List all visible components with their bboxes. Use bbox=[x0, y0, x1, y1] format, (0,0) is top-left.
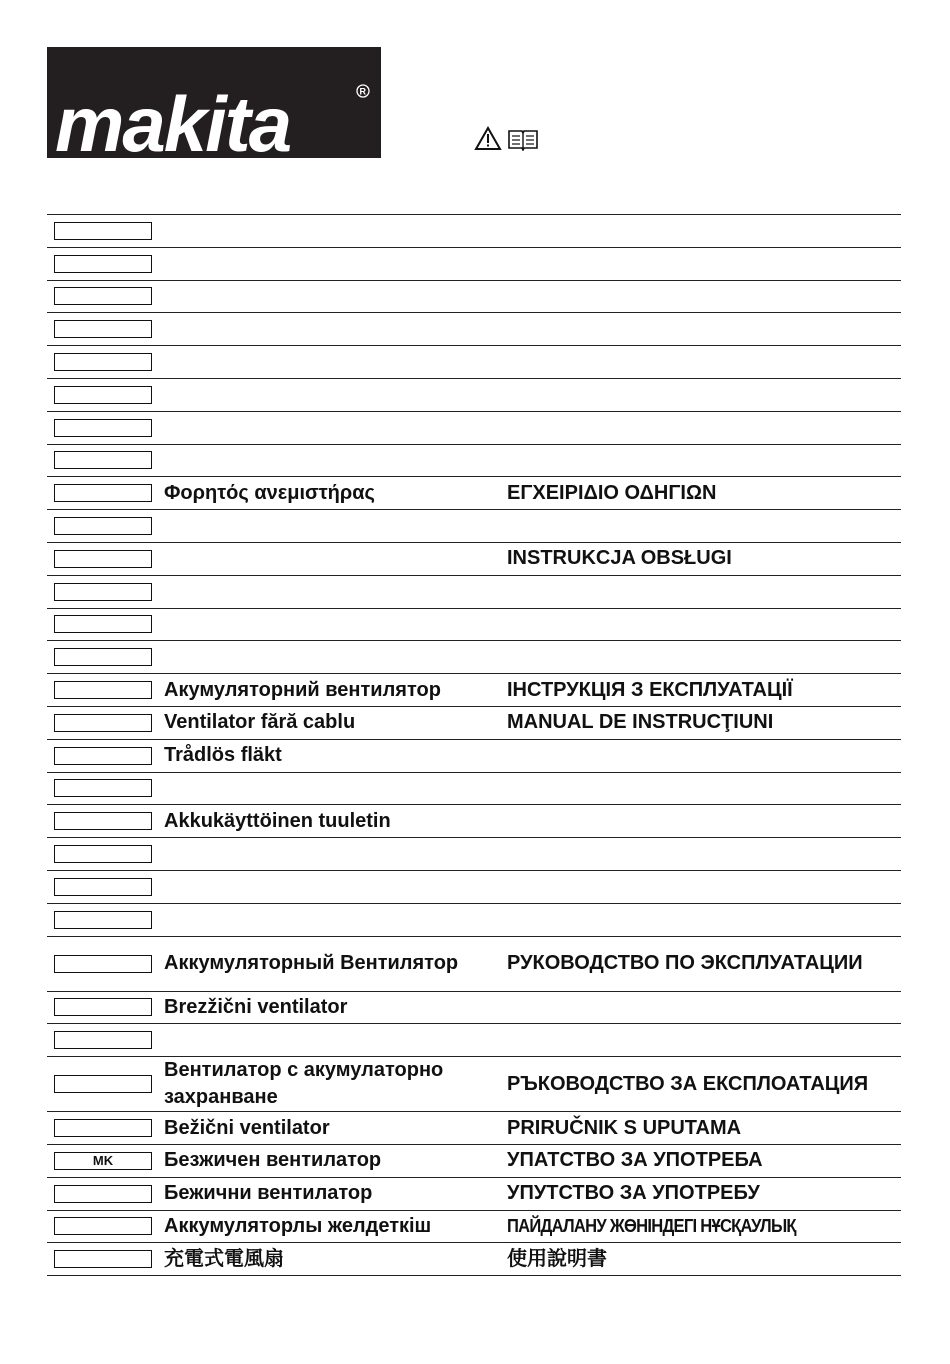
language-code-box bbox=[54, 1031, 152, 1049]
tool-name: Бежични вентилатор bbox=[164, 1182, 373, 1205]
language-row bbox=[47, 510, 901, 543]
language-code-box bbox=[54, 1119, 152, 1137]
svg-text:R: R bbox=[359, 86, 366, 97]
manual-title: 使用說明書 bbox=[507, 1247, 607, 1270]
language-code-box: MK bbox=[54, 1152, 152, 1170]
tool-name: Безжичен вентилатор bbox=[164, 1149, 382, 1172]
language-code-box bbox=[54, 911, 152, 929]
language-code-box bbox=[54, 1075, 152, 1093]
tool-name: Аккумуляторный Вентилятор bbox=[164, 952, 459, 975]
tool-name: Trådlös fläkt bbox=[164, 744, 282, 767]
read-manual-book-icon bbox=[506, 127, 540, 151]
manual-title: MANUAL DE INSTRUCŢIUNI bbox=[507, 711, 774, 734]
language-row bbox=[47, 313, 901, 346]
language-row bbox=[47, 281, 901, 314]
language-row bbox=[47, 838, 901, 871]
language-code-box bbox=[54, 648, 152, 666]
language-row bbox=[47, 641, 901, 674]
tool-name: 充電式電風扇 bbox=[164, 1247, 284, 1270]
language-code-box bbox=[54, 255, 152, 273]
language-row bbox=[47, 1112, 901, 1145]
language-code-box bbox=[54, 615, 152, 633]
manual-title: РЪКОВОДСТВО ЗА ЕКСПЛОАТАЦИЯ bbox=[507, 1072, 869, 1095]
language-row bbox=[47, 674, 901, 707]
language-row bbox=[47, 1057, 901, 1112]
language-code-box bbox=[54, 419, 152, 437]
language-code-box bbox=[54, 583, 152, 601]
language-code-box bbox=[54, 484, 152, 502]
language-table bbox=[47, 214, 901, 1276]
language-row bbox=[47, 445, 901, 478]
language-code-box bbox=[54, 878, 152, 896]
language-row bbox=[47, 576, 901, 609]
language-code-box bbox=[54, 320, 152, 338]
language-code-box bbox=[54, 747, 152, 765]
tool-name: Φορητός ανεμιστήρας bbox=[164, 481, 375, 504]
language-code-box bbox=[54, 845, 152, 863]
language-row bbox=[47, 1145, 901, 1178]
tool-name: Bežični ventilator bbox=[164, 1116, 330, 1139]
language-code-box bbox=[54, 1185, 152, 1203]
language-row bbox=[47, 543, 901, 576]
language-row bbox=[47, 773, 901, 806]
manual-title: РУКОВОДСТВО ПО ЭКСПЛУАТАЦИИ bbox=[507, 952, 863, 975]
language-code-box bbox=[54, 714, 152, 732]
language-row bbox=[47, 1211, 901, 1244]
manual-title: ІНСТРУКЦІЯ З ЕКСПЛУАТАЦІЇ bbox=[507, 678, 793, 701]
language-code-box bbox=[54, 812, 152, 830]
language-code-box bbox=[54, 550, 152, 568]
language-code-box bbox=[54, 779, 152, 797]
language-row bbox=[47, 707, 901, 740]
language-row bbox=[47, 412, 901, 445]
warning-triangle-icon bbox=[474, 126, 502, 151]
language-row bbox=[47, 805, 901, 838]
language-code-box bbox=[54, 386, 152, 404]
language-code-box bbox=[54, 222, 152, 240]
language-row bbox=[47, 904, 901, 937]
safety-icons bbox=[474, 126, 540, 151]
language-code-box bbox=[54, 1250, 152, 1268]
tool-name: Аккумуляторлы желдеткіш bbox=[164, 1214, 432, 1237]
language-row bbox=[47, 1178, 901, 1211]
language-code-box bbox=[54, 998, 152, 1016]
language-row bbox=[47, 992, 901, 1025]
tool-name: Вентилатор с акумулаторно захранване bbox=[164, 1059, 444, 1109]
tool-name: Brezžični ventilator bbox=[164, 995, 348, 1018]
language-row bbox=[47, 346, 901, 379]
language-row bbox=[47, 609, 901, 642]
language-row bbox=[47, 477, 901, 510]
language-code-box bbox=[54, 955, 152, 973]
language-row bbox=[47, 379, 901, 412]
manual-title: УПАТСТВО ЗА УПОТРЕБА bbox=[507, 1149, 763, 1172]
language-row bbox=[47, 248, 901, 281]
manual-title: ΕΓΧΕΙΡΙΔΙΟ ΟΔΗΓΙΩΝ bbox=[507, 481, 717, 504]
language-row bbox=[47, 871, 901, 904]
language-code-box bbox=[54, 1217, 152, 1235]
tool-name: Акумуляторний вентилятор bbox=[164, 678, 441, 701]
language-row bbox=[47, 740, 901, 773]
language-row bbox=[47, 1024, 901, 1057]
language-code-box bbox=[54, 681, 152, 699]
manual-title: УПУТСТВО ЗА УПОТРЕБУ bbox=[507, 1182, 760, 1205]
tool-name: Ventilator fără cablu bbox=[164, 711, 356, 734]
language-row bbox=[47, 215, 901, 248]
language-code-box bbox=[54, 287, 152, 305]
makita-logo bbox=[47, 47, 381, 158]
manual-title: ПАЙДАЛАНУ ЖӨНІНДЕГІ НҰСҚАУЛЫҚ bbox=[507, 1215, 796, 1236]
manual-title: INSTRUKCJA OBSŁUGI bbox=[507, 547, 732, 570]
manual-title: PRIRUČNIK S UPUTAMA bbox=[507, 1116, 742, 1139]
language-code-box bbox=[54, 517, 152, 535]
language-code-box bbox=[54, 353, 152, 371]
logo-wordmark: makita bbox=[55, 80, 291, 158]
language-code-box bbox=[54, 451, 152, 469]
language-row bbox=[47, 937, 901, 992]
tool-name: Akkukäyttöinen tuuletin bbox=[164, 809, 391, 832]
language-row bbox=[47, 1243, 901, 1276]
